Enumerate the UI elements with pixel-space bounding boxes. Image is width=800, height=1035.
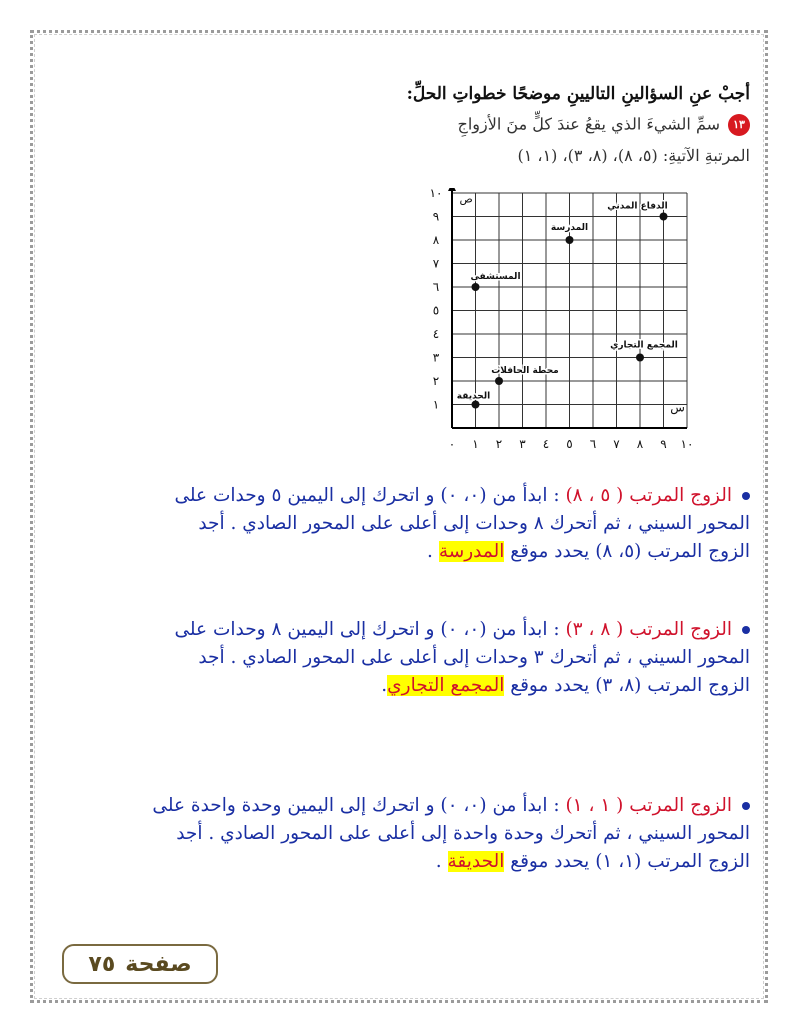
- page-word: صفحة: [125, 951, 192, 977]
- answer-3-end: .: [435, 851, 448, 872]
- x-axis-label: س: [670, 400, 685, 415]
- answer-1-line-3: الزوج المرتب (٥، ٨) يحدد موقع: [504, 541, 750, 562]
- answer-1-end: .: [427, 541, 439, 562]
- x-tick-label: ٦: [589, 437, 597, 451]
- y-axis-label: ص: [459, 192, 473, 206]
- point-label: محطة الحافلات: [491, 366, 559, 376]
- answer-3-line-3: الزوج المرتب (١، ١) يحدد موقع: [504, 851, 750, 872]
- data-point: [495, 377, 503, 385]
- y-tick-label: ٤: [432, 327, 440, 341]
- point-label: الدفاع المدني: [607, 201, 668, 212]
- x-tick-label: ٠: [448, 437, 456, 451]
- answer-1-pair: الزوج المرتب ( ٥ ، ٨): [565, 485, 732, 506]
- bullet: [742, 492, 750, 500]
- answer-1: [55, 482, 750, 566]
- question-heading: أجبْ عنِ السؤالينِ التاليينِ موضحًا خطواتِ الحلِّ:: [406, 84, 750, 104]
- answer-2: [55, 616, 750, 700]
- answer-3-line-2: المحور السيني ، ثم أتحرك وحدة واحدة إلى أعلى على المحور الصادي . أجد: [176, 823, 750, 844]
- y-tick-label: ١٠: [429, 188, 443, 200]
- y-tick-label: ٨: [432, 233, 440, 247]
- x-tick-label: ٩: [660, 437, 667, 451]
- data-point: [660, 213, 668, 221]
- bullet: [742, 802, 750, 810]
- question-number-badge: ١٣: [728, 114, 750, 136]
- page-number: ٧٥: [88, 951, 116, 977]
- data-point: [472, 401, 480, 409]
- page-number-box: [62, 944, 218, 984]
- answer-3-line-1: : ابدأ من (٠، ٠) و اتحرك إلى اليمين وحدة واحدة على: [152, 795, 566, 816]
- y-tick-label: ٢: [432, 374, 440, 388]
- x-tick-label: ٢: [495, 437, 503, 451]
- answer-1-line-2: المحور السيني ، ثم أتحرك ٨ وحدات إلى أعلى على المحور الصادي . أجد: [198, 513, 750, 534]
- x-tick-label: ٧: [613, 437, 620, 451]
- answer-2-line-1: : ابدأ من (٠، ٠) و اتحرك إلى اليمين ٨ وحدات على: [174, 619, 566, 640]
- x-tick-label: ٤: [542, 437, 550, 451]
- y-tick-label: ٩: [432, 209, 440, 224]
- answer-1-line-1: : ابدأ من (٠، ٠) و اتحرك إلى اليمين ٥ وحدات على: [174, 485, 566, 506]
- answer-2-pair: الزوج المرتب ( ٨ ، ٣): [565, 619, 732, 640]
- y-tick-label: ٧: [432, 256, 440, 271]
- point-label: المدرسة: [550, 223, 589, 233]
- x-tick-label: ٥: [566, 437, 573, 451]
- x-tick-label: ١: [472, 437, 479, 451]
- answer-3-place: الحديقة: [447, 851, 505, 872]
- y-tick-label: ٥: [432, 303, 440, 318]
- x-tick-label: ١٠: [680, 437, 694, 451]
- answer-3: [55, 792, 750, 876]
- y-axis-arrow: [448, 188, 456, 191]
- question-line-1: [458, 114, 750, 136]
- answer-1-place: المدرسة: [438, 541, 505, 562]
- answer-2-end: .: [381, 675, 388, 696]
- point-label: الحديقة: [456, 391, 491, 402]
- data-point: [636, 354, 644, 362]
- question-line-2: المرتبةِ الآتيةِ: (٥، ٨)، (٨، ٣)، (١، ١): [517, 146, 750, 165]
- bullet: [742, 626, 750, 634]
- answer-2-place: المجمع التجاري: [387, 675, 505, 696]
- x-tick-label: ٣: [519, 437, 526, 451]
- answer-2-line-2: المحور السيني ، ثم أتحرك ٣ وحدات إلى أعلى على المحور الصادي . أجد: [198, 647, 750, 668]
- y-tick-label: ١: [432, 397, 440, 412]
- question-text-1: سمِّ الشيءَ الذي يقعُ عندَ كلٍّ منَ الأزواجِ: [457, 114, 720, 134]
- point-label: المجمع التجاري: [610, 340, 678, 351]
- y-tick-label: ٣: [432, 350, 440, 365]
- answer-3-pair: الزوج المرتب ( ١ ، ١): [565, 795, 732, 816]
- data-point: [472, 283, 480, 291]
- y-tick-label: ٦: [432, 280, 440, 294]
- x-tick-label: ٨: [636, 437, 644, 451]
- coordinate-grid-chart: [418, 188, 710, 458]
- point-label: المستشفى: [470, 272, 521, 282]
- answer-2-line-3: الزوج المرتب (٨، ٣) يحدد موقع: [504, 675, 750, 696]
- data-point: [566, 236, 574, 244]
